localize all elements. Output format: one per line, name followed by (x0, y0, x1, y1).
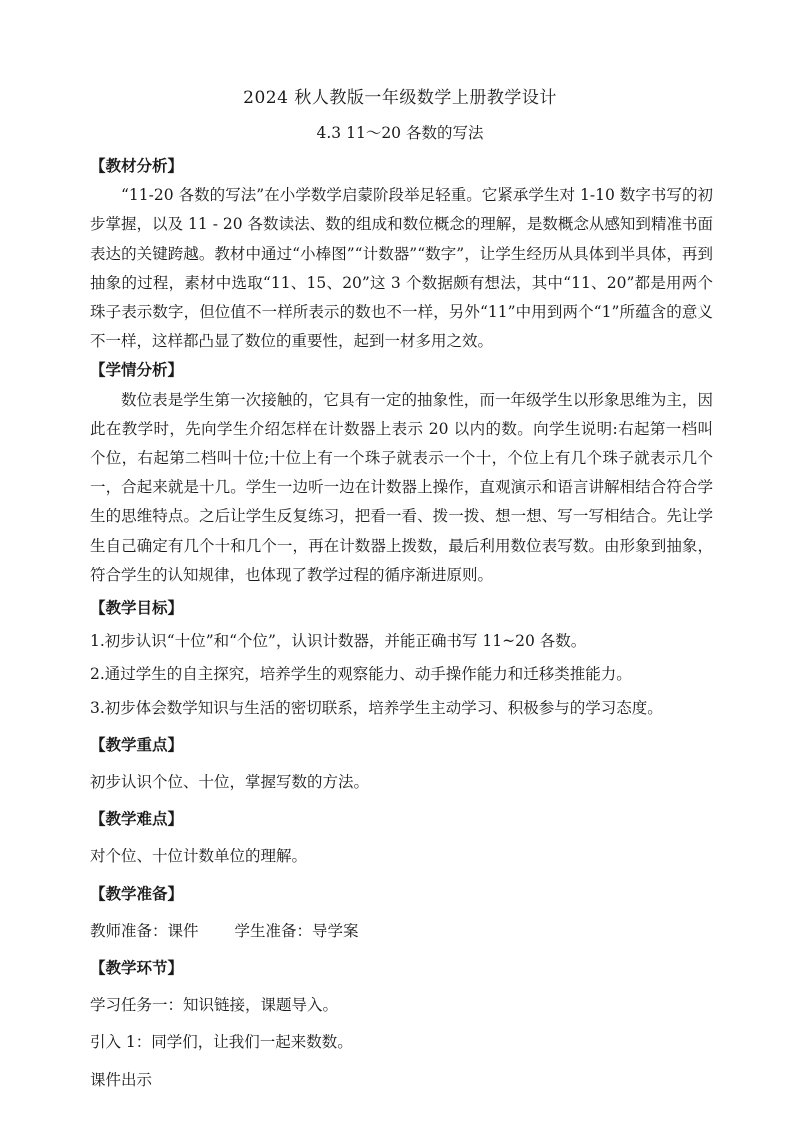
heading-student-analysis: 【学情分析】 (90, 361, 184, 380)
heading-difficulties: 【教学难点】 (90, 810, 184, 829)
objective-item: 3.初步体会数学知识与生活的密切联系，培养学生主动学习、积极参与的学习态度。 (90, 698, 663, 717)
heading-key-points: 【教学重点】 (90, 735, 184, 754)
document-body (90, 152, 713, 1095)
heading-preparation: 【教学准备】 (90, 884, 184, 903)
student-preparation: 学生准备：导学案 (234, 921, 359, 940)
document-title: 2024 秋人教版一年级数学上册教学设计 (243, 88, 557, 108)
heading-process: 【教学环节】 (90, 958, 184, 977)
process-line: 引入 1：同学们，让我们一起来数数。 (90, 1033, 353, 1052)
key-points-text: 初步认识个位、十位，掌握写数的方法。 (90, 773, 370, 791)
process-line: 学习任务一：知识链接，课题导入。 (90, 996, 339, 1015)
preparation-line (90, 917, 713, 946)
difficulties-text: 对个位、十位计数单位的理解。 (90, 847, 308, 866)
objective-item: 2.通过学生的自主探究，培养学生的观察能力、动手操作能力和迁移类推能力。 (90, 665, 632, 684)
heading-objectives: 【教学目标】 (90, 599, 184, 618)
paragraph-student-analysis: 数位表是学生第一次接触的，它具有一定的抽象性，而一年级学生以形象思维为主，因此在教学时，先向学生介绍怎样在计数器上表示 20 以内的数。向学生说明:右起第一档叫个位，右起第二档叫十位;十位上有一个珠子就表示一个十，个位上有几个珠子就表示几个一，合起来就是十几。学生一边听一边在计数器上操作，直观演示和语言讲解相结合符合学生的思维特点。之后让学生反复练习，把看一看、拨一拨、想一想、写一写相结合。先让学生自己确定有几个十和几个一，再在计数器上拨数，最后利用数位表写数。由形象到抽象，符合学生的认知规律，也体现了教学过程的循序渐进原则。 (90, 390, 713, 584)
heading-textbook-analysis: 【教材分析】 (90, 157, 184, 175)
process-line: 课件出示 (90, 1070, 153, 1089)
document-subtitle: 4.3 11～20 各数的写法 (316, 124, 484, 142)
teacher-preparation: 教师准备：课件 (90, 921, 199, 940)
paragraph-textbook-analysis: “11-20 各数的写法”在小学数学启蒙阶段举足轻重。它紧承学生对 1-10 数字书写的初步掌握，以及 11 - 20 各数读法、数的组成和数位概念的理解，是数概念从感知到精准书面表达的关键跨越。教材中通过“小棒图”“计数器”“数字”，让学生经历从具体到半具体，再到抽象的过程，素材中选取“11、15、20”这 3 个数据颇有想法，其中“11、20”都是用两个珠子表示数字，但位值不一样所表示的数也不一样，另外“11”中用到两个“1”所蕴含的意义不一样，这样都凸显了数位的重要性，起到一材多用之效。 (90, 186, 713, 351)
objective-item: 1.初步认识“十位”和“个位”，认识计数器，并能正确书写 11~20 各数。 (90, 632, 587, 651)
